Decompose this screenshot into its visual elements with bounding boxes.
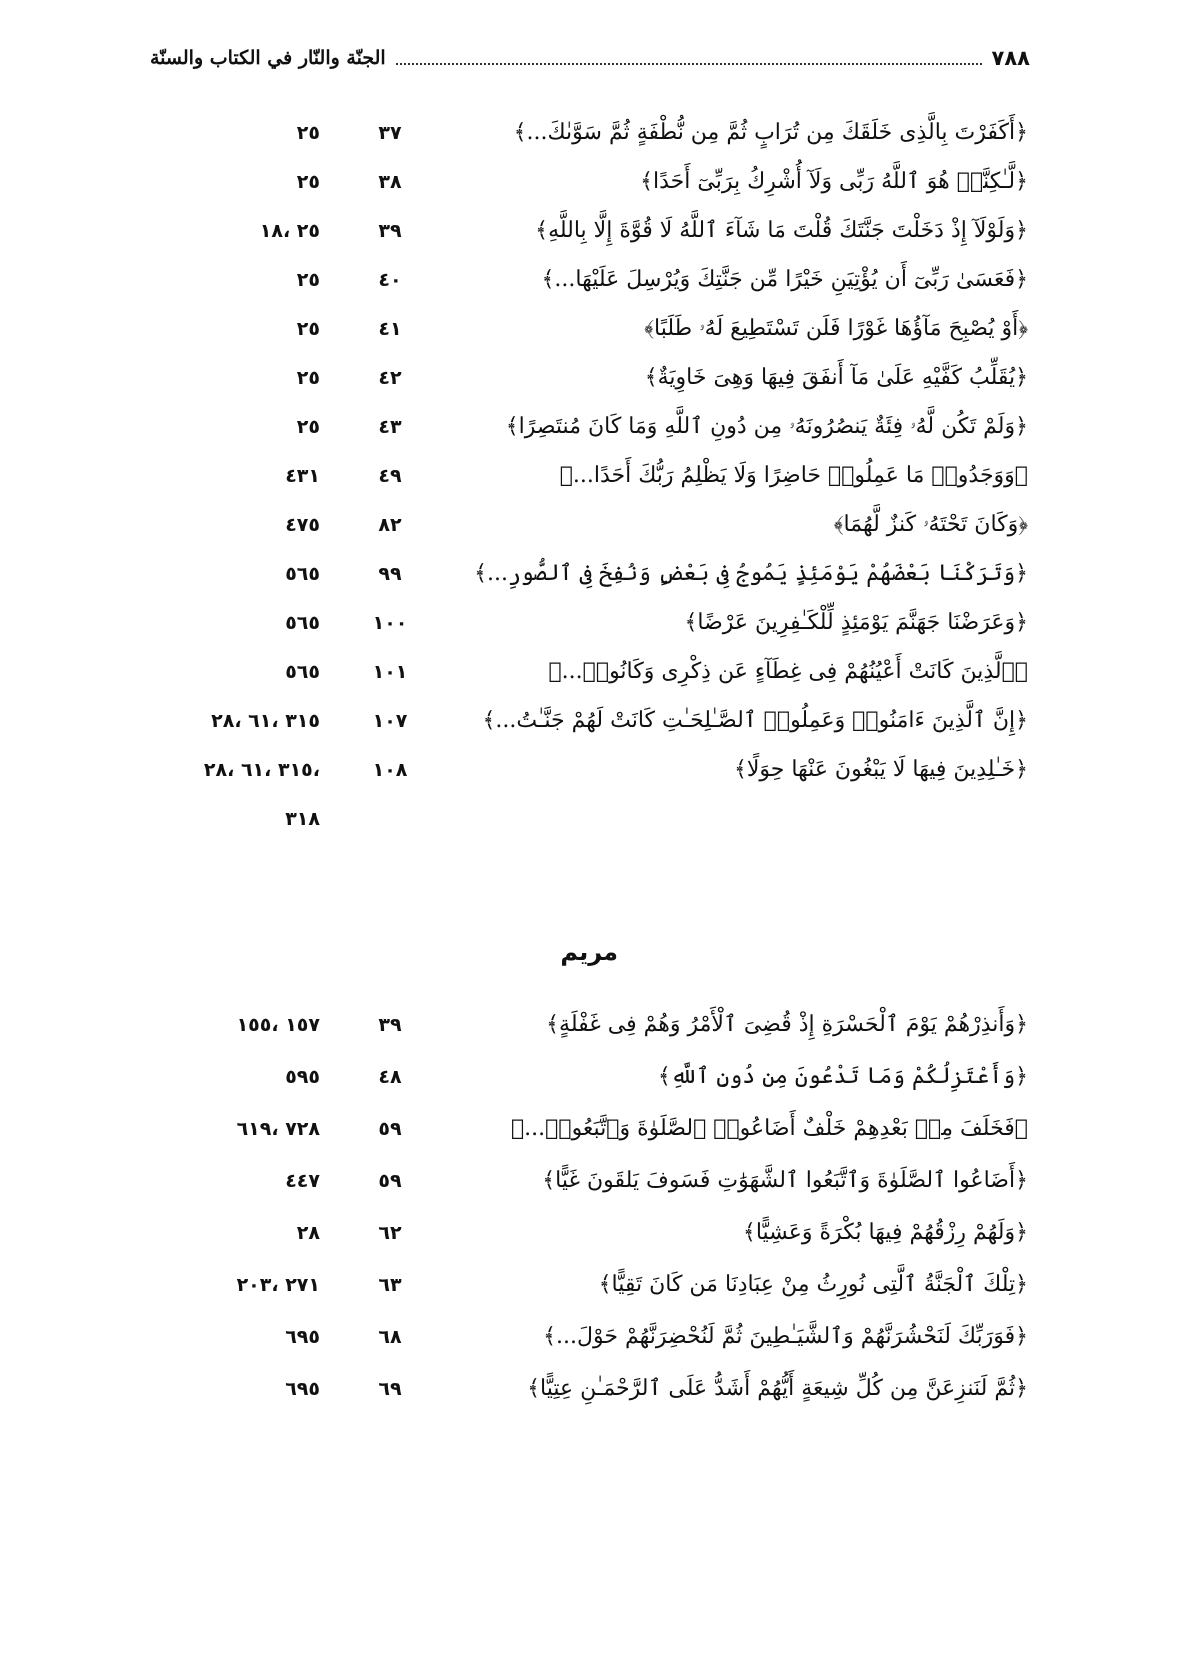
verse-text: ﴿وَلَهُمْ رِزْقُهُمْ فِيهَا بُكْرَةً وَعَشِيًّا﴾ — [742, 1220, 1028, 1245]
verse-text: ﴿وَأَعْتَزِلُكُمْ وَمَا تَدْعُونَ مِن دُونِ ٱللَّهِ﴾ — [657, 1064, 1028, 1089]
ayah-number: ١٠١ — [372, 661, 408, 683]
index-row — [0, 500, 1183, 550]
ayah-number: ٥٩ — [378, 1170, 402, 1192]
page-references: ٣١٥ ،٦١ ،٢٨ — [211, 710, 320, 732]
index-row-continuation — [0, 794, 1183, 844]
index-row — [0, 1312, 1183, 1362]
ayah-number: ٦٢ — [378, 1222, 402, 1244]
index-row — [0, 647, 1183, 697]
page-references: ٤٤٧ — [285, 1170, 320, 1192]
page-references: ٢٥ — [296, 122, 320, 144]
index-row — [0, 206, 1183, 256]
page-references: ٢٧١ ،٢٠٣ — [236, 1274, 320, 1296]
ayah-number: ١٠٠ — [372, 612, 408, 634]
index-row — [0, 1364, 1183, 1414]
index-row — [0, 598, 1183, 648]
verse-text: ﴿وَعَرَضْنَا جَهَنَّمَ يَوْمَئِذٍ لِّلْكَـٰفِرِينَ عَرْضًا﴾ — [684, 610, 1028, 635]
page-references: ٤٧٥ — [285, 514, 320, 536]
page-references: ٢٥ ،١٨ — [259, 220, 320, 242]
ayah-number: ٦٨ — [378, 1326, 402, 1348]
page-references: ٦٩٥ — [285, 1326, 320, 1348]
ayah-number: ٦٣ — [378, 1274, 402, 1296]
index-row — [0, 1000, 1183, 1050]
running-header — [150, 38, 1030, 78]
page-references: ،٣١٥ ،٦١ ،٢٨ — [203, 759, 320, 781]
ayah-number: ٣٨ — [378, 171, 402, 193]
ayah-number: ٤٨ — [378, 1066, 402, 1088]
index-row — [0, 1208, 1183, 1258]
index-row — [0, 451, 1183, 501]
ayah-number: ٣٩ — [378, 220, 402, 242]
verse-text: ﴿أَضَاعُوا ٱلصَّلَوٰةَ وَٱتَّبَعُوا ٱلشَّهَوَٰتِ فَسَوفَ يَلقَونَ غَيًّا﴾ — [542, 1168, 1028, 1193]
index-row — [0, 353, 1183, 403]
ayah-number: ١٠٨ — [372, 759, 408, 781]
verse-text: ﴿خَـٰلِدِينَ فِيهَا لَا يَبْغُونَ عَنْهَا حِوَلًا﴾ — [733, 757, 1028, 782]
verse-text: ﴿أَكَفَرْتَ بِالَّذِى خَلَقَكَ مِن تُرَابٍ ثُمَّ مِن نُّطْفَةٍ ثُمَّ سَوَّىٰكَ...﴾ — [513, 120, 1028, 145]
index-row — [0, 696, 1183, 746]
ayah-number: ٨٢ — [378, 514, 402, 536]
verse-text: ﴿وَوَجَدُوا۟ مَا عَمِلُوا۟ حَاضِرًا وَلَا يَظْلِمُ رَبُّكَ أَحَدًا...﴾ — [559, 463, 1028, 488]
verse-text: ﴿يُقَلِّبُ كَفَّيْهِ عَلَىٰ مَآ أَنفَقَ فِيهَا وَهِىَ خَاوِيَةٌ﴾ — [644, 365, 1028, 390]
page-references: ٥٦٥ — [285, 612, 320, 634]
verse-text: ﴿فَخَلَفَ مِنۢ بَعْدِهِمْ خَلْفٌ أَضَاعُوا۟ ٱلصَّلَوٰةَ وَٱتَّبَعُوا۟...﴾ — [510, 1116, 1028, 1141]
page-references: ٢٥ — [296, 367, 320, 389]
verse-text: ﴿فَوَرَبِّكَ لَنَحْشُرَنَّهُمْ وَٱلشَّيَـٰطِينَ ثُمَّ لَنُحْضِرَنَّهُمْ حَوْلَ...﴾ — [543, 1324, 1028, 1349]
page-references: ٢٥ — [296, 318, 320, 340]
index-row — [0, 549, 1183, 599]
ayah-number: ٣٩ — [378, 1014, 402, 1036]
ayah-number: ١٠٧ — [372, 710, 408, 732]
page-references: ٢٥ — [296, 171, 320, 193]
ayah-number: ٤١ — [378, 318, 402, 340]
verse-text: ﴿ثُمَّ لَنَنزِعَنَّ مِن كُلِّ شِيعَةٍ أَيُّهُمْ أَشَدُّ عَلَى ٱلرَّحْمَـٰنِ عِتِيًّا﴾ — [527, 1376, 1028, 1401]
verse-text: ﴿لَّـٰكِنَّا۠ هُوَ ٱللَّهُ رَبِّى وَلَآ أُشْرِكُ بِرَبِّىٓ أَحَدًا﴾ — [640, 169, 1028, 194]
ayah-number: ٤٩ — [378, 465, 402, 487]
index-row — [0, 1156, 1183, 1206]
verse-text: ﴿وَلَمْ تَكُن لَّهُۥ فِئَةٌ يَنصُرُونَهُۥ مِن دُونِ ٱللَّهِ وَمَا كَانَ مُنتَصِرًا﴾ — [505, 414, 1028, 439]
index-row — [0, 108, 1183, 158]
verse-text: ﴿ٱلَّذِينَ كَانَتْ أَعْيُنُهُمْ فِى غِطَآءٍ عَن ذِكْرِى وَكَانُوا۟...﴾ — [548, 659, 1028, 684]
ayah-number: ٩٩ — [378, 563, 402, 585]
verse-text: ﴿تِلْكَ ٱلْجَنَّةُ ٱلَّتِى نُورِثُ مِنْ عِبَادِنَا مَن كَانَ تَقِيًّا﴾ — [598, 1272, 1028, 1297]
verse-text: ﴿أَوْ يُصْبِحَ مَآؤُهَا غَوْرًا فَلَن تَسْتَطِيعَ لَهُۥ طَلَبًا﴾ — [644, 316, 1028, 341]
ayah-number: ٥٩ — [378, 1118, 402, 1140]
page-references: ٢٥ — [296, 416, 320, 438]
ayah-number: ٤٢ — [378, 367, 402, 389]
verse-text: ﴿وَكَانَ تَحْتَهُۥ كَنزٌ لَّهُمَا﴾ — [833, 512, 1028, 537]
page-references: ١٥٧ ،١٥٥ — [236, 1014, 320, 1036]
header-dot-leader — [396, 62, 982, 65]
verse-text: ﴿وَتَرَكْنَا بَعْضَهُمْ يَوْمَئِذٍ يَمُوجُ فِى بَعْضٍ وَنُفِخَ فِى ٱلصُّورِ...﴾ — [474, 561, 1028, 586]
index-row — [0, 255, 1183, 305]
page-references: ٥٦٥ — [285, 563, 320, 585]
verse-text: ﴿فَعَسَىٰ رَبِّىٓ أَن يُؤْتِيَنِ خَيْرًا مِّن جَنَّتِكَ وَيُرْسِلَ عَلَيْهَا...﴾ — [541, 267, 1028, 292]
index-row — [0, 1104, 1183, 1154]
page-number: ٧٨٨ — [991, 46, 1030, 70]
page-references: ٧٢٨ ،٦١٩ — [236, 1118, 320, 1140]
page-references: ٦٩٥ — [285, 1378, 320, 1400]
index-row — [0, 1260, 1183, 1310]
verse-text: ﴿إِنَّ ٱلَّذِينَ ءَامَنُوا۟ وَعَمِلُوا۟ ٱلصَّـٰلِحَـٰتِ كَانَتْ لَهُمْ جَنَّـٰتُ...﴾ — [482, 708, 1028, 733]
page-references: ٥٦٥ — [285, 661, 320, 683]
page-references: ٤٣١ — [285, 465, 320, 487]
page-references-continued: ٣١٨ — [285, 808, 320, 830]
page-references: ٢٥ — [296, 269, 320, 291]
ayah-number: ٦٩ — [378, 1378, 402, 1400]
ayah-number: ٤٠ — [378, 269, 402, 291]
page-references: ٥٩٥ — [285, 1066, 320, 1088]
index-row — [0, 157, 1183, 207]
index-row — [0, 402, 1183, 452]
index-row — [0, 304, 1183, 354]
verse-text: ﴿وَأَنذِرْهُمْ يَوْمَ ٱلْحَسْرَةِ إِذْ قُضِىَ ٱلْأَمْرُ وَهُمْ فِى غَفْلَةٍ﴾ — [546, 1012, 1028, 1037]
index-row — [0, 1052, 1183, 1102]
verse-text: ﴿وَلَوْلَآ إِذْ دَخَلْتَ جَنَّتَكَ قُلْتَ مَا شَآءَ ٱللَّهُ لَا قُوَّةَ إِلَّا بِاللَّهِ﴾ — [535, 218, 1028, 243]
ayah-number: ٣٧ — [378, 122, 402, 144]
page-references: ٢٨ — [296, 1222, 320, 1244]
book-title: الجنّة والنّار في الكتاب والسنّة — [150, 47, 386, 69]
ayah-number: ٤٣ — [378, 416, 402, 438]
index-row — [0, 745, 1183, 795]
surah-heading: مريم — [560, 938, 618, 966]
